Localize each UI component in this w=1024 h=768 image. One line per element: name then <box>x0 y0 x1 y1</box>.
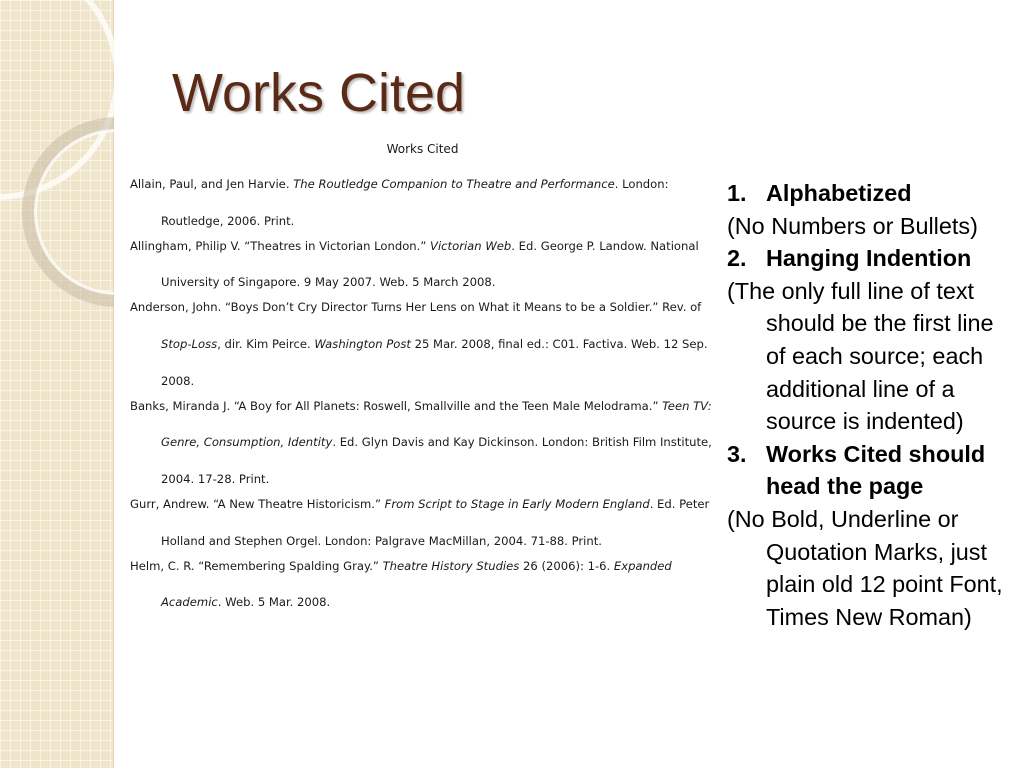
rule-label: Works Cited should head the page <box>766 440 986 500</box>
rule-item <box>727 438 1017 503</box>
rule-label: Hanging Indention <box>766 245 972 272</box>
rule-item <box>727 177 1017 210</box>
works-cited-document <box>130 142 715 621</box>
rule-detail: (No Numbers or Bullets) <box>727 212 978 239</box>
rule-number: 1. <box>727 180 747 206</box>
citation-entry: Banks, Miranda J. “A Boy for All Planets: Roswell, Smallville and the Teen Male Melodrama.” Teen TV: Genre, Consumption, Identity. Ed. Glyn Davis and Kay Dickinson. London: British Film Institute, 2004. 17-28. Print. <box>130 398 712 487</box>
rule-detail: (The only full line of text should be the first line of each source; each additional line of a source is indented) <box>727 277 994 435</box>
rule-number: 2. <box>727 245 747 272</box>
decorative-side-strip <box>0 0 114 768</box>
rule-label: Alphabetized <box>766 180 912 206</box>
rule-number: 3. <box>727 440 747 467</box>
document-heading: Works Cited <box>386 142 459 156</box>
citation-entry: Gurr, Andrew. “A New Theatre Historicism.” From Script to Stage in Early Modern England. Ed. Peter Holland and Stephen Orgel. London: Palgrave MacMillan, 2004. 71-88. Print. <box>130 496 710 548</box>
citation-entry: Allain, Paul, and Jen Harvie. The Routledge Companion to Theatre and Performance. London: Routledge, 2006. Print. <box>130 177 669 228</box>
formatting-rules-list <box>727 177 1017 633</box>
citation-entry: Anderson, John. “Boys Don’t Cry Director Turns Her Lens on What it Means to be a Soldier.” Rev. of Stop-Loss, dir. Kim Peirce. Washington Post 25 Mar. 2008, final ed.: C01. Factiva. Web. 12 Sep. 2008. <box>130 300 708 388</box>
slide-title: Works Cited <box>172 63 466 123</box>
rule-detail: (No Bold, Underline or Quotation Marks, just plain old 12 point Font, Times New Roman) <box>727 505 1003 630</box>
citation-entry: Allingham, Philip V. “Theatres in Victorian London.” Victorian Web. Ed. George P. Landow. National University of Singapore. 9 May 2007. Web. 5 March 2008. <box>130 238 699 290</box>
rule-item <box>727 242 1017 275</box>
citation-entry: Helm, C. R. “Remembering Spalding Gray.” Theatre History Studies 26 (2006): 1-6. Expanded Academic. Web. 5 Mar. 2008. <box>130 558 672 610</box>
